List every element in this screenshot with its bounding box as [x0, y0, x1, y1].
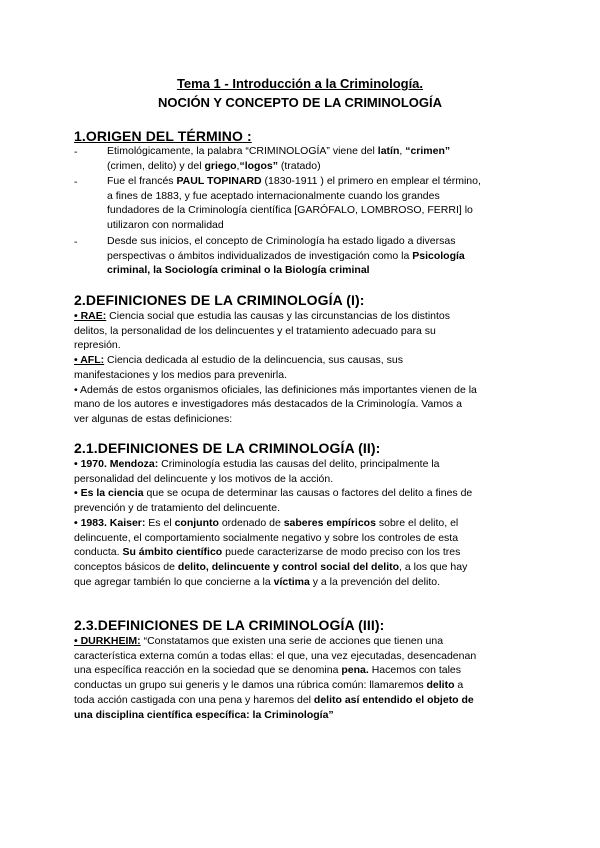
doc-subtitle: NOCIÓN Y CONCEPTO DE LA CRIMINOLOGÍA: [157, 95, 443, 110]
section-2-1-heading: 2.1.DEFINICIONES DE LA CRIMINOLOGÍA (II):: [74, 440, 381, 456]
paragraph: • DURKHEIM: “Constatamos que existen una serie de acciones que tienen una característica externa común a todas ellas: el que, una vez ejecutadas, desencadenan una específica reacción en la sociedad que se denomina pena. Hacemos con tales conductas un grupo sui generis y le damos una rúbrica común: llamaremos delito a toda acción castigada con una pena y haremos del delito así entendido el objeto de una disciplina científica específica: la Criminología”: [74, 635, 477, 721]
list-item: Desde sus inicios, el concepto de Criminología ha estado ligado a diversas perspectivas o ámbitos individualizados de investigación como la Psicología criminal, la Sociología criminal o la Biología criminal: [107, 235, 465, 277]
dash-bullet: -: [74, 146, 78, 158]
paragraph: • 1983. Kaiser: Es el conjunto ordenado de saberes empíricos sobre el delito, el delincuente, el comportamiento socialmente negativo y sobre los controles de esta conducta. Su ámbito científico puede caracterizarse de modo preciso con los tres conceptos básicos de delito, delincuente y control social del delito, a los que hay que agregar también lo que concierne a la víctima y a la prevención del delito.: [74, 516, 468, 588]
paragraph: • 1970. Mendoza: Criminología estudia las causas del delito, principalmente la personalidad del delincuente y los motivos de la acción.: [74, 458, 440, 485]
paragraph: • AFL: Ciencia dedicada al estudio de la delincuencia, sus causas, sus manifestaciones y los medios para prevenirla.: [74, 354, 403, 381]
dash-bullet: -: [74, 236, 78, 248]
section-2-3-body: [74, 634, 478, 722]
list-item: Etimológicamente, la palabra “CRIMINOLOGÍA” viene del latín, “crimen” (crimen, delito) y del griego,“logos” (tratado): [107, 145, 451, 172]
paragraph: • RAE: Ciencia social que estudia las causas y las circunstancias de los distintos delitos, la personalidad de los delincuentes y el tratamiento adecuado para su represión.: [74, 310, 451, 352]
paragraph: • Además de estos organismos oficiales, las definiciones más importantes vienen de la mano de los autores e investigadores más destacados de la Criminología. Vamos a ver algunas de estas definiciones:: [74, 383, 477, 425]
section-1-heading: 1.ORIGEN DEL TÉRMINO :: [74, 128, 252, 144]
section-2-3-heading: 2.3.DEFINICIONES DE LA CRIMINOLOGÍA (III):: [74, 617, 385, 633]
paragraph: • Es la ciencia que se ocupa de determinar las causas o factores del delito a fines de prevención y de tratamiento del delincuente.: [74, 487, 473, 515]
section-2-1-body: [74, 457, 478, 589]
list-item: Fue el francés PAUL TOPINARD (1830-1911 ) el primero en emplear el término, a fines de 1883, y fue aceptado internacionalmente cuando los grandes fundadores de la Criminología científica [GARÓFALO, LOMBROSO, FERRI] lo utilizaron con normalidad: [107, 175, 481, 232]
section-2-body: [74, 309, 478, 427]
section-2-heading: 2.DEFINICIONES DE LA CRIMINOLOGÍA (I):: [74, 292, 365, 308]
dash-bullet: -: [74, 176, 78, 188]
doc-title: Tema 1 - Introducción a la Criminología.: [176, 76, 424, 91]
